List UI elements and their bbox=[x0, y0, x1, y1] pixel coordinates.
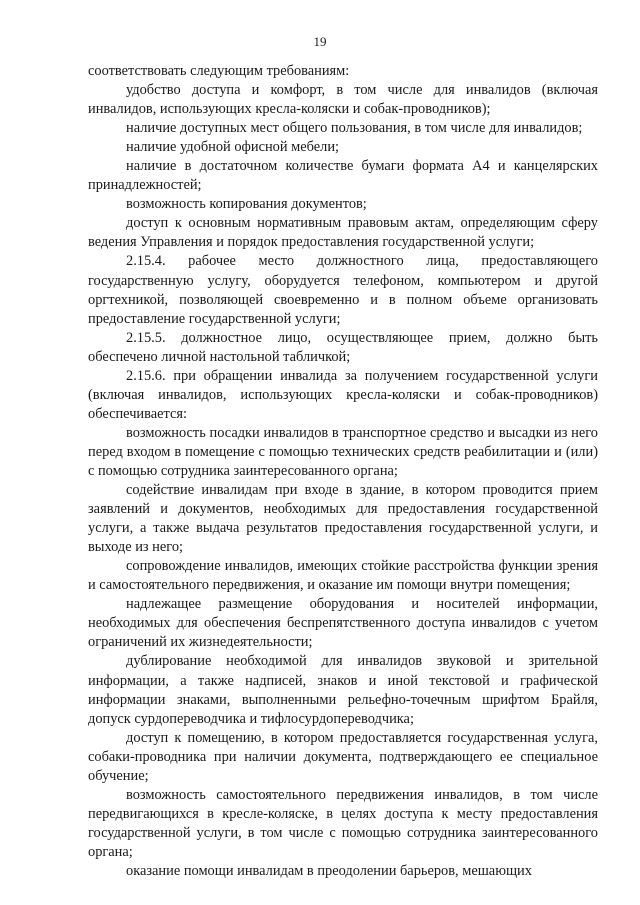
paragraph: надлежащее размещение оборудования и носителей информации, необходимых для обеспечения беспрепятственного доступа инвалидов с учетом ограничений их жизнедеятельности; bbox=[88, 596, 598, 651]
paragraph: возможность самостоятельного передвижения инвалидов, в том числе передвигающихся в кресле-коляске, в целях доступа к месту предоставления государственной услуги, в том числе с помощью сотрудника заинтересованного органа; bbox=[88, 786, 598, 860]
paragraph: 2.15.4. рабочее место должностного лица, предоставляющего государственную услугу, оборудуется телефоном, компьютером и другой оргтехникой, позволяющей своевременно и в полном объеме организовать предоставление государственной услуги; bbox=[88, 253, 598, 327]
paragraph: содействие инвалидам при входе в здание, в котором проводится прием заявлений и документов, необходимых для предоставления государственной услуги, а также выдача результатов предоставления государственной услуги, и выходе из него; bbox=[88, 482, 598, 556]
paragraph: наличие удобной офисной мебели; bbox=[126, 139, 340, 156]
paragraph: оказание помощи инвалидам в преодолении барьеров, мешающих bbox=[126, 862, 532, 879]
paragraph: наличие в достаточном количестве бумаги формата А4 и канцелярских принадлежностей; bbox=[88, 158, 598, 194]
paragraph: 2.15.6. при обращении инвалида за получением государственной услуги (включая инвалидов, использующих кресла-коляски и собак-проводников) обеспечивается: bbox=[88, 367, 598, 422]
paragraph: дублирование необходимой для инвалидов звуковой и зрительной информации, а также надписей, знаков и иной текстовой и графической информации знаками, выполненными рельефно-точечным шрифтом Брайля, допуск сурдопереводчика и тифлосурдопереводчика; bbox=[88, 653, 598, 727]
page-number: 19 bbox=[313, 34, 327, 49]
paragraph: доступ к помещению, в котором предоставляется государственная услуга, собаки-проводника при наличии документа, подтверждающего ее специальное обучение; bbox=[88, 729, 598, 784]
paragraph: наличие доступных мест общего пользования, в том числе для инвалидов; bbox=[126, 120, 583, 137]
paragraph: доступ к основным нормативным правовым актам, определяющим сферу ведения Управления и порядок предоставления государственной услуги; bbox=[88, 215, 598, 251]
paragraph: соответствовать следующим требованиям: bbox=[88, 63, 350, 79]
paragraph: возможность посадки инвалидов в транспортное средство и высадки из него перед входом в помещение с помощью технических средств реабилитации и (или) с помощью сотрудника заинтересованного органа; bbox=[88, 424, 598, 479]
paragraph: сопровождение инвалидов, имеющих стойкие расстройства функции зрения и самостоятельного передвижения, и оказание им помощи внутри помещения; bbox=[88, 558, 598, 594]
paragraph: 2.15.5. должностное лицо, осуществляющее прием, должно быть обеспечено личной настольной табличкой; bbox=[88, 329, 598, 365]
paragraph: удобство доступа и комфорт, в том числе для инвалидов (включая инвалидов, использующих кресла-коляски и собак-проводников); bbox=[88, 82, 598, 118]
paragraph: возможность копирования документов; bbox=[126, 196, 367, 213]
document-body bbox=[88, 62, 598, 881]
